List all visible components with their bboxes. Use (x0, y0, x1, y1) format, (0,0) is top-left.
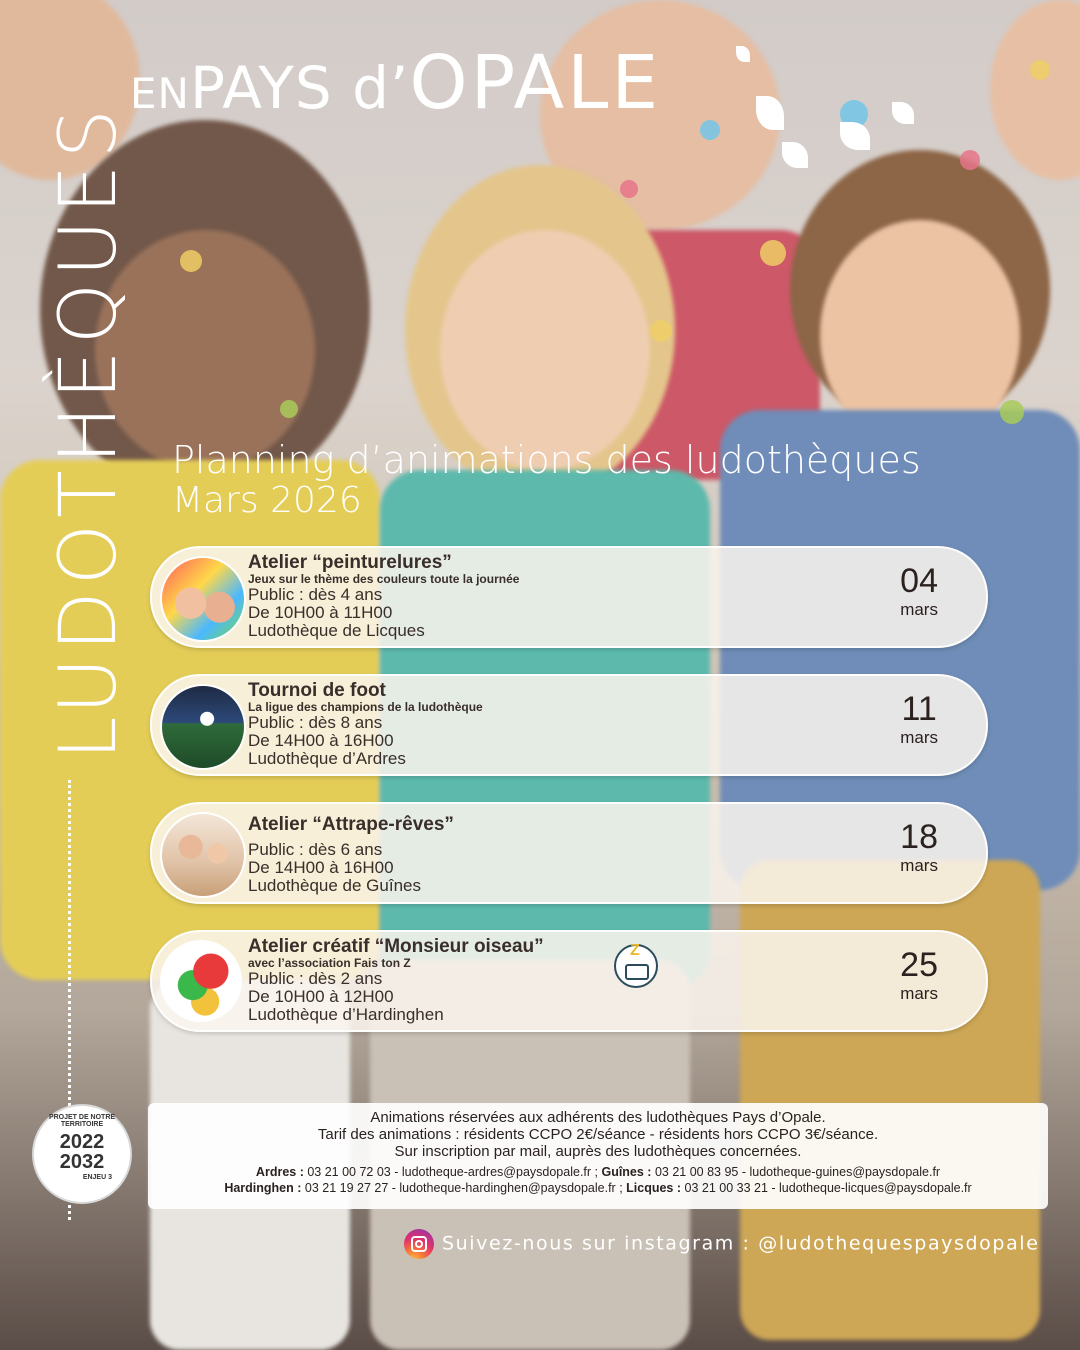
event-month: mars (900, 600, 938, 619)
instagram-icon (404, 1229, 434, 1259)
event-subtitle: Jeux sur le thème des couleurs toute la journée (248, 572, 520, 586)
territory-project-seal (32, 1104, 132, 1204)
event-title: Atelier “peinturelures” (248, 552, 452, 573)
contact-hardinghen[interactable]: 03 21 19 27 27 - ludotheque-hardinghen@paysdopale.fr ; (301, 1181, 627, 1195)
event-hours: De 10H00 à 12H00 (248, 987, 394, 1006)
vertical-title: LUDOTHÈQUES (44, 103, 134, 760)
contact-label-hardinghen: Hardinghen : (224, 1181, 302, 1195)
event-details (248, 936, 544, 1024)
instagram-link[interactable] (404, 1229, 1039, 1259)
event-public: Public : dès 4 ans (248, 585, 383, 604)
brand-pays: PAYS d’ (189, 54, 410, 122)
info-registration: Sur inscription par mail, auprès des ludothèques concernées. (394, 1143, 802, 1160)
info-members: Animations réservées aux adhérents des ludothèques Pays d’Opale. (370, 1109, 826, 1126)
seal-year-start: 2022 (59, 1131, 105, 1153)
contact-label-guines: Guînes : (601, 1165, 652, 1179)
contact-ardres[interactable]: 03 21 00 72 03 - ludotheque-ardres@paysdopale.fr ; (303, 1165, 602, 1179)
event-subtitle: avec l’association Fais ton Z (248, 956, 411, 970)
event-subtitle: La ligue des champions de la ludothèque (248, 700, 483, 714)
seal-year-end: 2032 (59, 1151, 105, 1173)
fais-ton-z-logo: Z (614, 944, 658, 988)
event-card (150, 674, 988, 776)
event-day: 11 (901, 690, 937, 728)
seal-arc-text: PROJET DE NOTRE TERRITOIRE (48, 1114, 116, 1128)
event-month: mars (900, 728, 938, 747)
planning-title: Planning d’animations des ludothèques (172, 438, 921, 482)
event-hours: De 14H00 à 16H00 (248, 731, 394, 750)
event-month: mars (900, 856, 938, 875)
event-details (248, 680, 483, 768)
event-thumbnail (160, 812, 246, 898)
event-thumbnail (160, 684, 246, 770)
event-place: Ludothèque d’Hardinghen (248, 1005, 444, 1024)
seal-enjeu: ENJEU 3 (82, 1174, 112, 1181)
event-title: Tournoi de foot (248, 680, 386, 701)
event-title: Atelier “Attrape-rêves” (248, 814, 454, 835)
event-date (900, 690, 938, 748)
brand-opale: OPALE (409, 40, 662, 126)
logo-petal (736, 46, 750, 62)
event-date (900, 562, 938, 620)
event-card (150, 930, 988, 1032)
event-public: Public : dès 6 ans (248, 840, 383, 859)
contact-licques[interactable]: 03 21 00 33 21 - ludotheque-licques@paysdopale.fr (681, 1181, 972, 1195)
brand-en: EN (130, 69, 190, 118)
event-public: Public : dès 2 ans (248, 969, 383, 988)
event-place: Ludothèque de Licques (248, 621, 425, 640)
event-place: Ludothèque d’Ardres (248, 749, 406, 768)
event-hours: De 10H00 à 11H00 (248, 603, 393, 622)
event-thumbnail (160, 556, 246, 642)
event-day: 04 (900, 562, 938, 600)
parrot-thumbnail (160, 940, 242, 1022)
event-date (900, 946, 938, 1004)
event-details (248, 552, 519, 640)
contact-label-ardres: Ardres : (255, 1165, 304, 1179)
contacts-line-1 (148, 1164, 1048, 1180)
event-public: Public : dès 8 ans (248, 713, 383, 732)
contact-label-licques: Licques : (626, 1181, 682, 1195)
event-day: 25 (900, 946, 938, 984)
event-card (150, 546, 988, 648)
contacts-line-2 (148, 1180, 1048, 1196)
event-details (248, 814, 454, 895)
event-day: 18 (900, 818, 938, 856)
instagram-text: Suivez-nous sur instagram : @ludothequespaysdopale (442, 1232, 1040, 1255)
event-month: mars (900, 984, 938, 1003)
event-hours: De 14H00 à 16H00 (248, 858, 394, 877)
info-prices: Tarif des animations : résidents CCPO 2€/séance - résidents hors CCPO 3€/séance. (317, 1126, 879, 1143)
info-box (148, 1103, 1048, 1209)
contact-guines[interactable]: 03 21 00 83 95 - ludotheque-guines@paysdopale.fr (651, 1165, 941, 1179)
event-place: Ludothèque de Guînes (248, 876, 421, 895)
event-card (150, 802, 988, 904)
brand-logo (130, 40, 661, 126)
event-date (900, 818, 938, 876)
event-title: Atelier créatif “Monsieur oiseau” (248, 936, 544, 957)
planning-subtitle: Mars 2026 (172, 480, 362, 521)
